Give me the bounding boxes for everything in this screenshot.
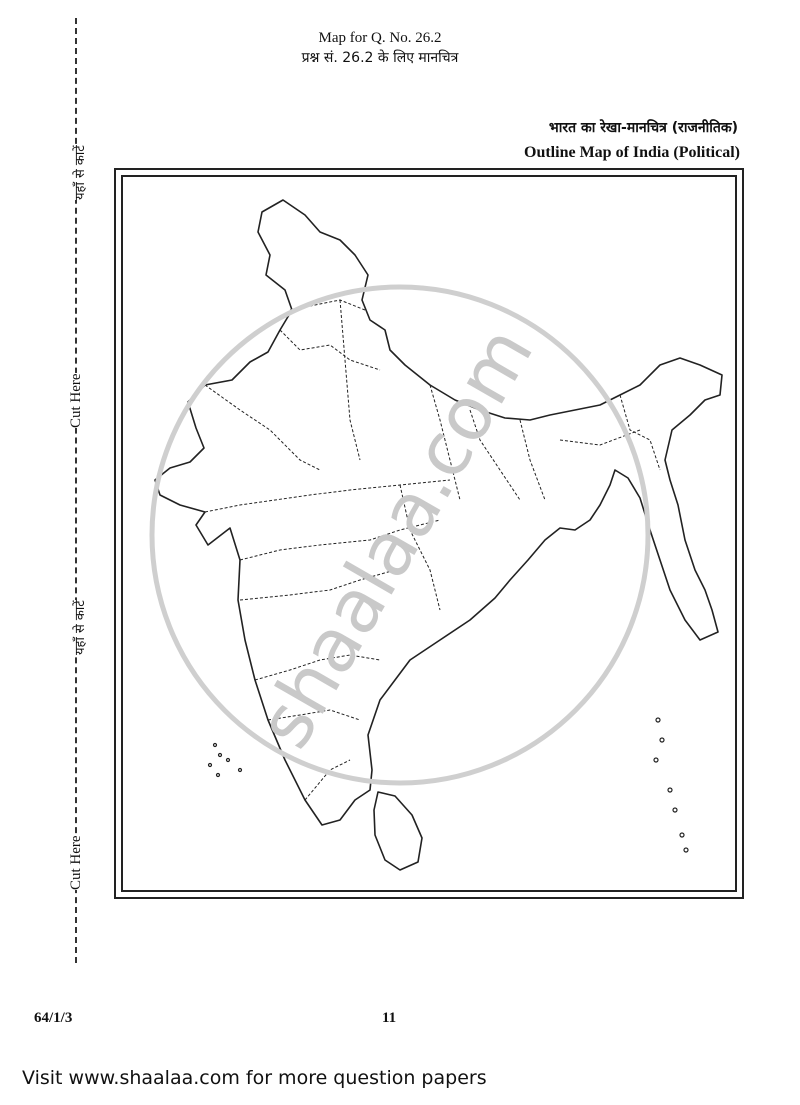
watermark-text: shaalaa.com <box>241 312 551 763</box>
cut-label-hindi-top: यहाँ से काटें <box>66 145 92 200</box>
page-number: 11 <box>382 1010 397 1026</box>
sri-lanka-outline <box>374 792 422 870</box>
cut-label-hindi-bottom: यहाँ से काटें <box>66 600 92 655</box>
question-reference-hi: प्रश्न सं. 26.2 के लिए मानचित्र <box>301 50 459 66</box>
map-title-hindi: भारत का रेखा-मानचित्र (राजनीतिक) <box>548 120 738 136</box>
cut-label-english-bottom: Cut Here <box>64 835 89 890</box>
question-reference-en: Map for Q. No. 26.2 <box>318 30 442 46</box>
paper-code: 64/1/3 <box>34 1010 73 1026</box>
source-note: Visit www.shaalaa.com for more question papers <box>22 1067 487 1089</box>
map-title-english: Outline Map of India (Political) <box>524 144 740 161</box>
cut-label-english-top: Cut Here <box>64 373 89 428</box>
